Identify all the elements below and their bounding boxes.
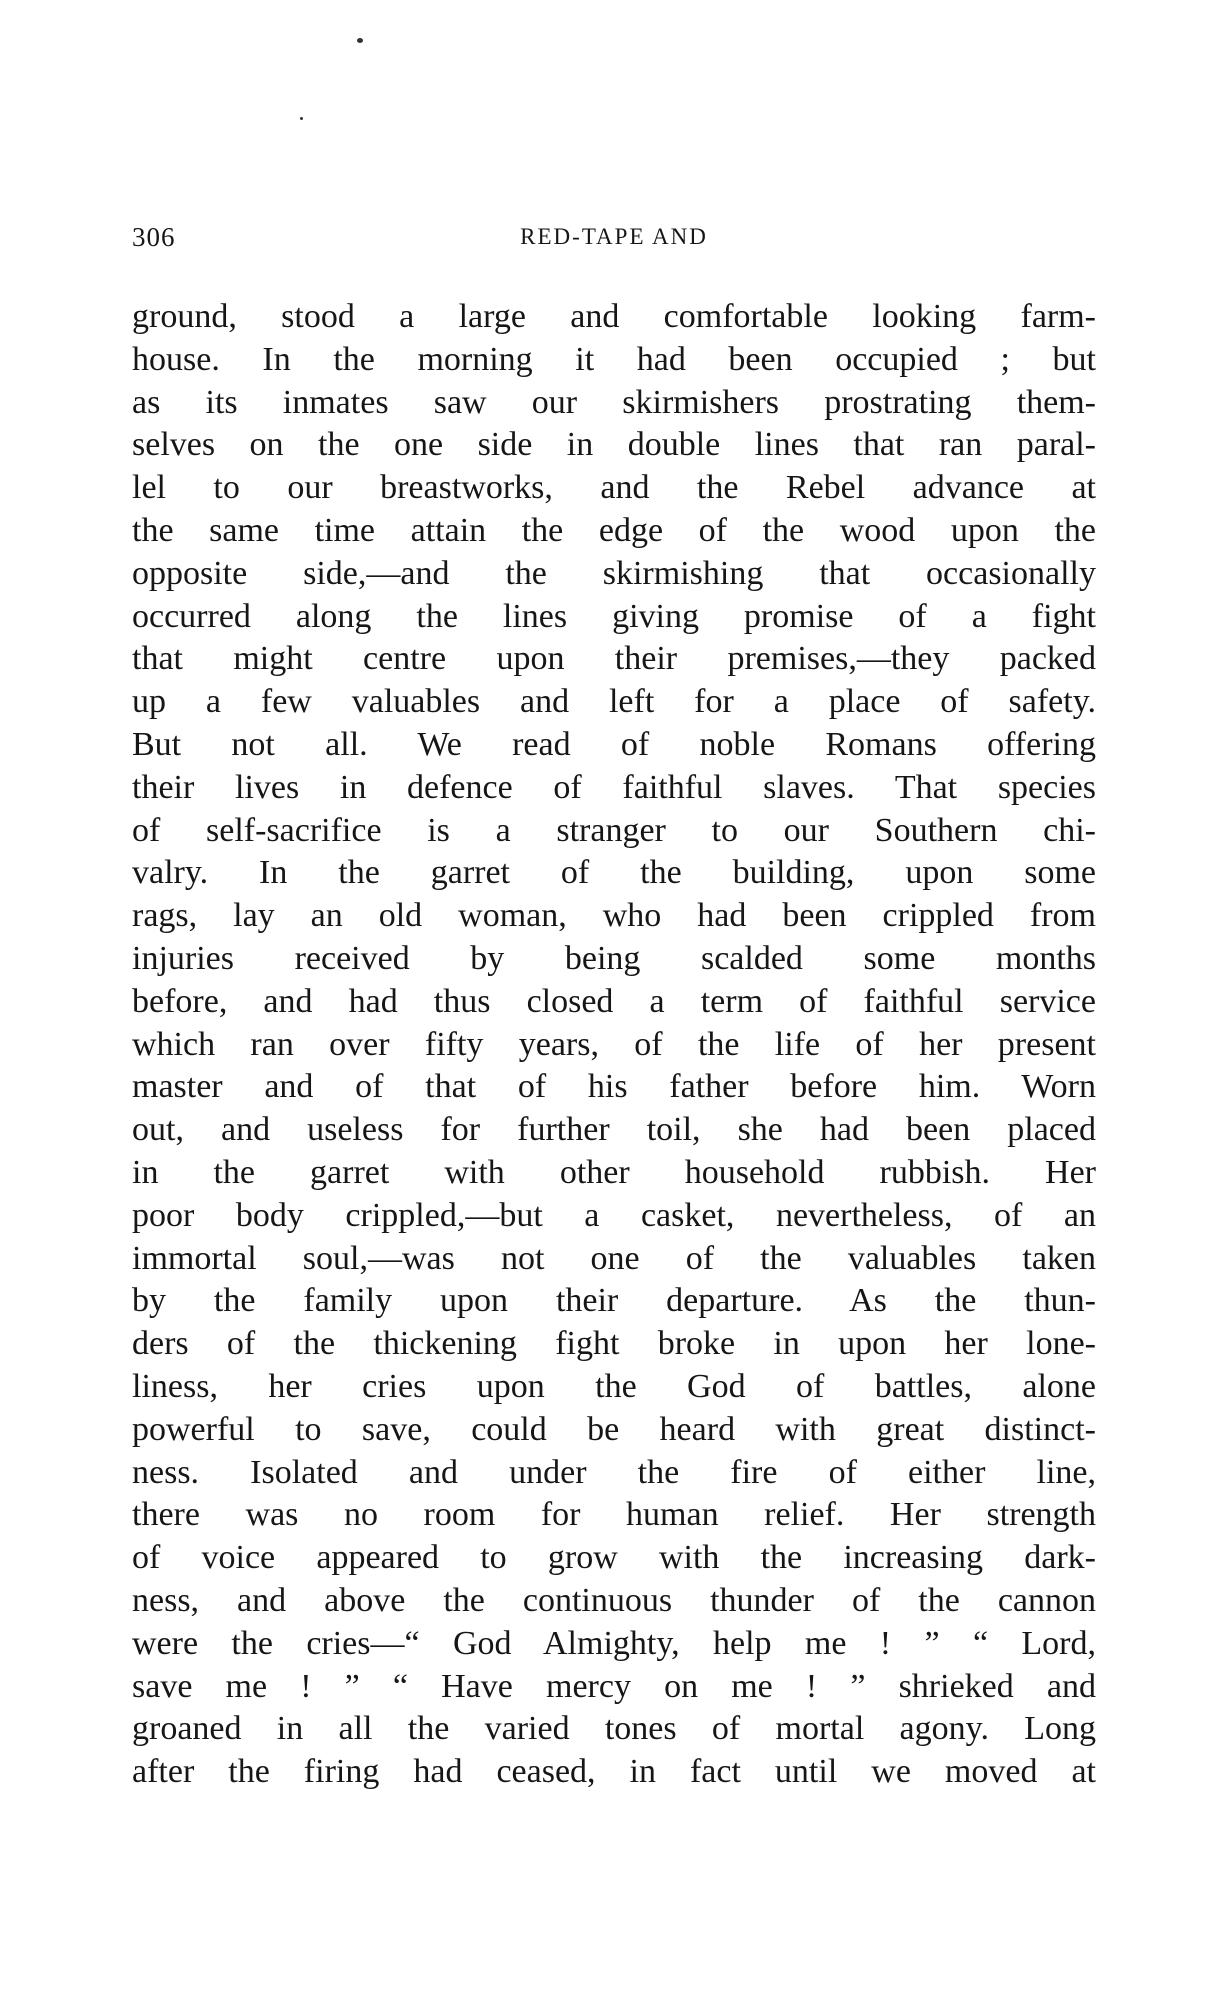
text-line: that might centre upon their premises,—they packed	[132, 640, 1096, 678]
text-line: after the firing had ceased, in fact until we moved at	[132, 1753, 1096, 1791]
ink-speck	[300, 117, 303, 120]
text-line: lel to our breastworks, and the Rebel advance at	[132, 469, 1096, 507]
running-head: RED-TAPE AND	[520, 224, 708, 249]
text-line: up a few valuables and left for a place of safety.	[132, 683, 1096, 721]
text-line: opposite side,—and the skirmishing that occasionally	[132, 554, 1096, 592]
text-line: occurred along the lines giving promise of a fight	[132, 597, 1096, 635]
text-line: ground, stood a large and comfortable looking farm-	[132, 298, 1096, 335]
text-line: save me ! ” “ Have mercy on me ! ” shrieked and	[132, 1667, 1096, 1705]
text-line: powerful to save, could be heard with great distinct-	[132, 1410, 1096, 1448]
text-line: before, and had thus closed a term of faithful service	[132, 982, 1096, 1020]
text-line: their lives in defence of faithful slaves. That species	[132, 768, 1096, 806]
text-line: selves on the one side in double lines that ran paral-	[132, 426, 1096, 464]
body-text	[132, 296, 1096, 1794]
text-line: which ran over fifty years, of the life of her present	[132, 1025, 1096, 1063]
text-line: valry. In the garret of the building, upon some	[132, 854, 1096, 892]
text-line: liness, her cries upon the God of battles, alone	[132, 1367, 1096, 1405]
text-line: there was no room for human relief. Her strength	[132, 1496, 1096, 1534]
text-line: out, and useless for further toil, she had been placed	[132, 1111, 1096, 1149]
text-line: ders of the thickening fight broke in upon her lone-	[132, 1325, 1096, 1363]
text-line: by the family upon their departure. As the thun-	[132, 1282, 1096, 1320]
text-line: were the cries—“ God Almighty, help me ! ” “ Lord,	[132, 1624, 1096, 1662]
text-line: But not all. We read of noble Romans offering	[132, 725, 1096, 763]
text-line: of voice appeared to grow with the increasing dark-	[132, 1539, 1096, 1577]
text-line: ness, and above the continuous thunder of the cannon	[132, 1581, 1096, 1619]
page-header	[132, 222, 1096, 254]
text-line: master and of that of his father before him. Worn	[132, 1068, 1096, 1106]
ink-speck	[357, 38, 363, 43]
page-number: 306	[132, 222, 176, 252]
text-line: ness. Isolated and under the fire of either line,	[132, 1453, 1096, 1491]
text-line: house. In the morning it had been occupied ; but	[132, 340, 1096, 378]
text-line: in the garret with other household rubbish. Her	[132, 1153, 1096, 1191]
text-line: poor body crippled,—but a casket, nevertheless, of an	[132, 1196, 1096, 1234]
text-line: as its inmates saw our skirmishers prostrating them-	[132, 383, 1096, 421]
text-line: rags, lay an old woman, who had been crippled from	[132, 897, 1096, 935]
text-line: of self-sacrifice is a stranger to our Southern chi-	[132, 811, 1096, 849]
text-line: the same time attain the edge of the wood upon the	[132, 511, 1096, 549]
text-line: injuries received by being scalded some months	[132, 939, 1096, 977]
text-line: immortal soul,—was not one of the valuables taken	[132, 1239, 1096, 1277]
text-line: groaned in all the varied tones of mortal agony. Long	[132, 1710, 1096, 1748]
